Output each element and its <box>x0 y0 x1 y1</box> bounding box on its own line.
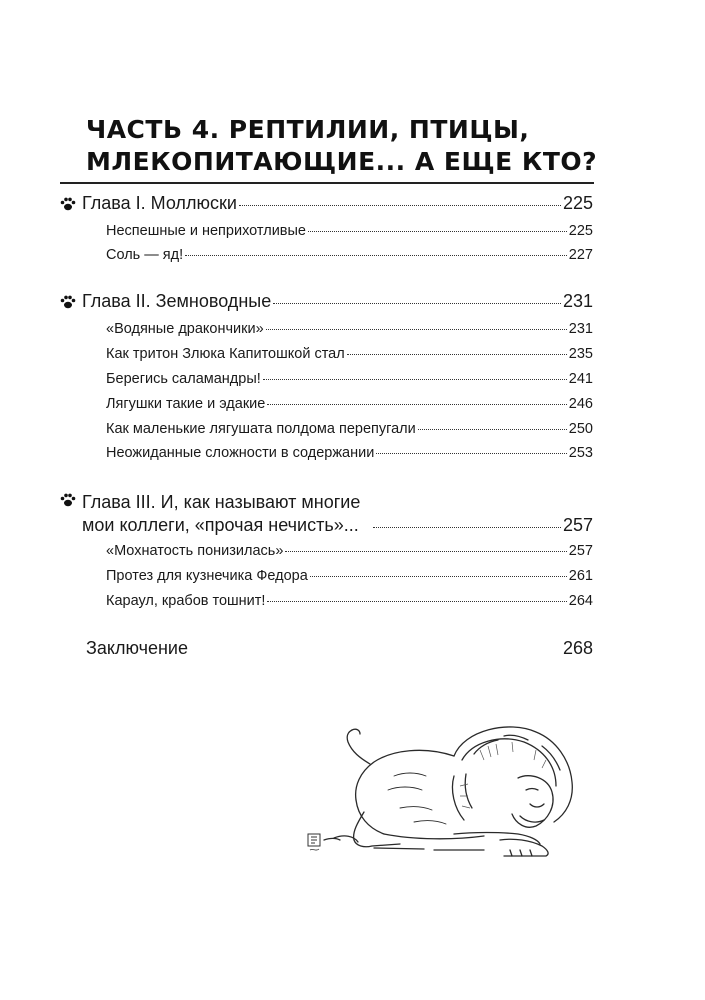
leader-dots <box>263 378 567 380</box>
toc-section[interactable] <box>106 223 593 239</box>
section-title: Неспешные и неприхотливые <box>106 223 306 239</box>
section-title: Как тритон Злюка Капитошкой стал <box>106 346 345 362</box>
section-title: «Водяные дракончики» <box>106 321 264 337</box>
toc-conclusion[interactable] <box>86 638 593 659</box>
section-title: Неожиданные сложности в содержании <box>106 445 375 461</box>
page-number: 264 <box>568 593 593 609</box>
toc-section[interactable] <box>106 593 593 609</box>
toc-section[interactable] <box>106 321 593 337</box>
paw-print-icon <box>60 493 76 507</box>
chapter-title-continued: мои коллеги, «прочая нечисть»... <box>82 515 359 535</box>
leader-dots <box>273 302 561 304</box>
page-number: 261 <box>568 568 593 584</box>
leader-dots <box>376 452 566 454</box>
title-divider <box>60 182 594 184</box>
toc-section[interactable] <box>106 247 593 263</box>
leader-dots <box>373 526 561 528</box>
paw-print-icon <box>60 197 76 211</box>
page-number: 231 <box>568 321 593 337</box>
page-number: 227 <box>568 247 593 263</box>
leader-dots <box>308 230 567 232</box>
page-number: 257 <box>568 543 593 559</box>
paw-print-icon <box>60 295 76 309</box>
conclusion-title: Заключение <box>86 638 188 658</box>
part-title-line-2: МЛЕКОПИТАЮЩИЕ... А ЕЩЕ КТО? <box>86 147 598 176</box>
page-number: 235 <box>568 346 593 362</box>
leader-dots <box>239 204 561 206</box>
leader-dots <box>267 600 566 602</box>
part-title <box>86 114 598 178</box>
page-number: 225 <box>562 193 593 213</box>
leader-dots <box>266 328 567 330</box>
chapter-title: Глава I. Моллюски <box>82 193 237 213</box>
leader-dots <box>347 353 567 355</box>
section-title: Соль — яд! <box>106 247 184 263</box>
chapter-title: Глава III. И, как называют многие <box>82 492 361 512</box>
part-title-line-1: ЧАСТЬ 4. РЕПТИЛИИ, ПТИЦЫ, <box>86 115 530 144</box>
leader-dots <box>418 428 567 430</box>
toc-section[interactable] <box>106 396 593 412</box>
page-number: 250 <box>568 421 593 437</box>
page-number: 246 <box>568 396 593 412</box>
toc-section[interactable] <box>106 371 593 387</box>
toc-section[interactable] <box>106 568 593 584</box>
leader-dots <box>267 403 566 405</box>
toc-section[interactable] <box>106 346 593 362</box>
leader-dots <box>310 575 567 577</box>
leader-dots <box>185 254 567 256</box>
toc-section[interactable] <box>106 421 593 437</box>
toc-section[interactable] <box>106 445 593 461</box>
section-title: Берегись саламандры! <box>106 371 261 387</box>
section-title: Протез для кузнечика Федора <box>106 568 308 584</box>
section-title: «Мохнатость понизилась» <box>106 543 284 559</box>
toc-section[interactable] <box>106 543 593 559</box>
page-number: 268 <box>562 638 593 658</box>
section-title: Караул, крабов тошнит! <box>106 593 266 609</box>
section-title: Лягушки такие и эдакие <box>106 396 266 412</box>
signature-stamp <box>308 834 320 850</box>
leader-dots <box>285 550 566 552</box>
chapter-title: Глава II. Земноводные <box>82 291 272 311</box>
toc-chapter-3-line-1[interactable] <box>82 492 360 513</box>
page-number: 253 <box>568 445 593 461</box>
toc-chapter-2[interactable] <box>82 291 593 312</box>
page-number: 241 <box>568 371 593 387</box>
page-number: 225 <box>568 223 593 239</box>
page-number: 231 <box>562 291 593 311</box>
section-title: Как маленькие лягушата полдома перепугали <box>106 421 416 437</box>
toc-chapter-3[interactable] <box>82 515 593 536</box>
page-number: 257 <box>562 515 593 535</box>
sleeping-lion-illustration <box>304 716 594 866</box>
toc-chapter-1[interactable] <box>82 193 593 214</box>
